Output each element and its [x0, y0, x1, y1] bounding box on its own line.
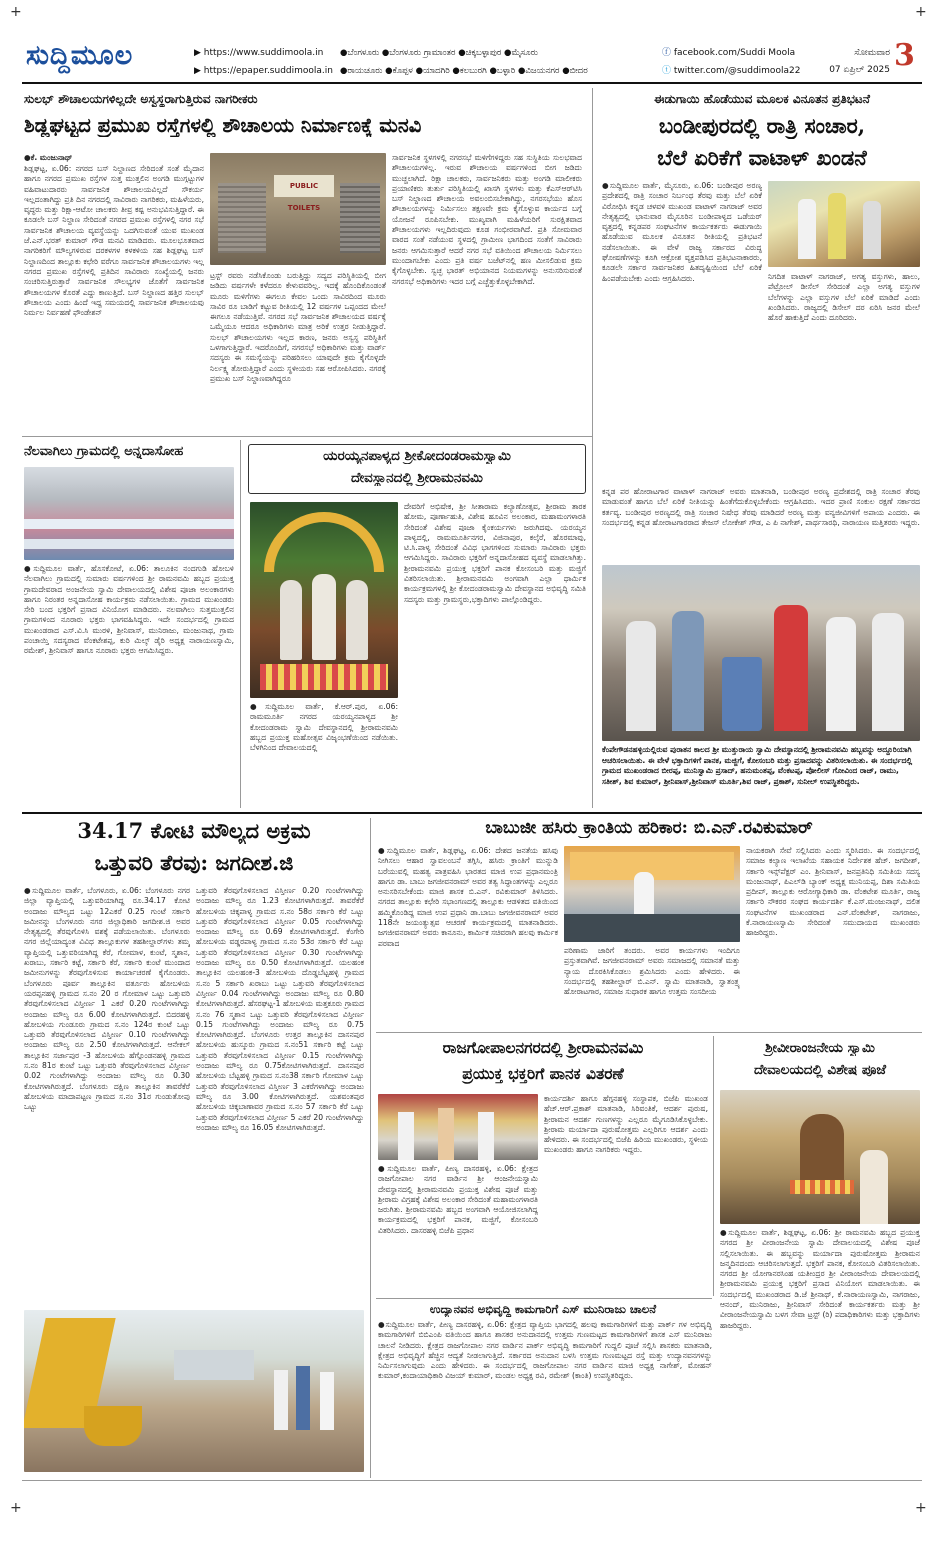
babuji-col-1: ●ಸುದ್ದಿಮೂಲ ವಾರ್ತೆ, ಶಿಡ್ಲಘಟ್ಟ, ಏ.06: ದೇಶದ ಜನತೆಯ ಹಸಿವು ನೀಗಿಸಲು ಆಹಾರ ಸ್ವಾವಲಂಬನೆ ತಗ್ಗಿಸಿ, ಹಸಿರು ಕ್ರಾಂತಿಗೆ ಮುನ್ನುಡಿ ಬರೆಯುವಲ್ಲಿ ಮಹತ್ವ ಪಾತ್ರವಹಿಸಿ ಭಾರತದ ಮಾಜಿ ಉಪ ಪ್ರಧಾನಮಂತ್ರಿ ಹಾಗೂ ಡಾ. ಬಾಬು ಜಗಜೀವನರಾಮ್ ಅವರ ತತ್ವ ಸಿದ್ಧಾಂತಗಳನ್ನು ಎಲ್ಲರೂ ಅನುಸರಿಸಬೇಕೆಂದು ಮಾಜಿ ಶಾಸಕ ಬಿ.ಎನ್. ರವಿಕುಮಾರ್ ತಿಳಿಸಿದರು. ನಗರದ ತಾಲ್ಲೂಕು ಕಛೇರಿ ಸಭಾಂಗಣದಲ್ಲಿ ತಾಲ್ಲೂಕು ಆಡಳಿತದ ವತಿಯಿಂದ ಹಮ್ಮಿಕೊಂಡಿದ್ದ ಮಾಜಿ ಉಪ ಪ್ರಧಾನಿ ಡಾ.ಬಾಬು ಜಗಜೀವನರಾಮ್ ಅವರ 118ನೇ ಜಯಂತ್ಯುತ್ಸವ ಆಚರಣೆ ಕಾರ್ಯಕ್ರಮದಲ್ಲಿ ಮಾತನಾಡಿದರು. ಜಗಜೀವನರಾಮ್ ಅವರು ಕಾನೂನು, ಕಾರ್ಮಿಕ ಸಚಿವರಾಗಿ ಹಲವು ಕಾರ್ಮಿಕ ಪರವಾದ — [378, 846, 558, 948]
flower-garland — [790, 1180, 854, 1194]
ramanavami-headline-1: ಯರಯ್ಯನಪಾಳ್ಯದ ಶ್ರೀಕೋದಂಡರಾಮಸ್ವಾಮಿ — [323, 448, 511, 464]
protest-headline-1: ಬಂಡೀಪುರದಲ್ಲಿ ರಾತ್ರಿ ಸಂಚಾರ, — [658, 113, 866, 138]
rajagopala-col-1: ●ಸುದ್ದಿಮೂಲ ವಾರ್ತೆ, ಪೀಣ್ಯ ದಾಸರಹಳ್ಳಿ, ಏ.06: ಕ್ಷೇತ್ರದ ರಾಜಗೋಪಾಲ ನಗರ ವಾರ್ಡಿನ ಶ್ರೀ ಆಂಜನೇಯಸ್ವಾಮಿ ದೇವಸ್ಥಾನದಲ್ಲಿ ಶ್ರೀರಾಮನವಮಿ ಪ್ರಯುಕ್ತ ವಿಶೇಷ ಪೂಜೆ ಮತ್ತು ಶ್ರೀರಾಮ ವಿಗ್ರಹಕ್ಕೆ ವಿಶೇಷ ಅಲಂಕಾರ ಸೇರಿದಂತೆ ಮಹಾಮಂಗಳಾರತಿ ಜರುಗಿತು. ಶ್ರೀರಾಮನವಮಿ ಹಬ್ಬದ ಅಂಗವಾಗಿ ಆಯೋಜಿಸಲಾಗಿದ್ದ ಕಾರ್ಯಕ್ರಮದಲ್ಲಿ ಭಕ್ತರಿಗೆ ಪಾನಕ, ಮಜ್ಜಿಗೆ, ಕೋಸಂಬರಿ ವಿತರಿಸಿದರು. ದಾಸರಹಳ್ಳಿ ಬಿಜೆಪಿ ಪ್ರಧಾನ — [378, 1164, 538, 1235]
web-icon: ▶ — [194, 48, 204, 58]
deity-figure — [280, 580, 302, 660]
masthead-cities — [340, 44, 650, 80]
deity-figure — [346, 580, 368, 660]
babuji-col-2: ಪರಿಣಾಮ ಜಾರಿಗೆ ತಂದರು. ಅವರ ಕಾರ್ಯಗಳು ಇಂದಿಗೂ ಪ್ರಸ್ತುತವಾಗಿವೆ. ಜಗಜೀವನರಾಮ್ ಅವರು ಸಮಾಜದಲ್ಲಿ ಸಮಾನತೆ ಮತ್ತು ನ್ಯಾಯ ದೊರಕಿಸಿಕೊಡಲು ಶ್ರಮಿಸಿದರು ಎಂದು ಹೇಳಿದರು. ಈ ಸಂದರ್ಭದಲ್ಲಿ ತಹಶೀಲ್ದಾರ್ ಬಿ.ಎನ್. ಸ್ವಾಮಿ ಮಾತನಾಡಿ, ಸ್ವಾತಂತ್ರ್ಯ ಹೋರಾಟಗಾರ, ಸಮಾಜ ಸುಧಾರಕ ಹಾಗೂ ಉತ್ತಮ ಸಂಸದೀಯ — [564, 946, 740, 997]
ramanavami-col-2: ದೇವರಿಗೆ ಅಭಿಷೇಕ, ಶ್ರೀ ಸೀತಾರಾಮ ಕಲ್ಯಾಣೋತ್ಸವ, ಶ್ರೀರಾಮ ತಾರಕ ಹೋಮ, ಪೂರ್ಣಾಹುತಿ, ವಿಶೇಷ ಹೂವಿನ ಅಲಂಕಾರ, ಮಹಾಮಂಗಳಾರತಿ ಸೇರಿದಂತೆ ವಿಶೇಷ ಪೂಜಾ ಕೈಂಕರ್ಯಗಳು ಜರುಗಿದವು. ಯರಯ್ಯನ ಪಾಳ್ಯದಲ್ಲಿ, ರಾಮಮೂರ್ತಿನಗರ, ವಿಜಿನಾಪುರ, ಕಲ್ಕೆರೆ, ಹೊರಮಾವು, ಟಿ.ಸಿ.ಪಾಳ್ಯ ಸೇರಿದಂತೆ ವಿವಿಧ ಭಾಗಗಳಿಂದ ಸುಮಾರು ಸಾವಿರಾರು ಭಕ್ತರು ಆಗಮಿಸಿದ್ದರು. ಸಾವಿರಾರು ಭಕ್ತರಿಗೆ ಅನ್ನದಾಸೋಹದ ವ್ಯವಸ್ಥೆ ಮಾಡಲಾಗಿತ್ತು. ಶ್ರೀರಾಮನವಮಿ ಪ್ರಯುಕ್ತ ಭಕ್ತರಿಗೆ ಪಾನಕ ಕೋಸಂಬರಿ ಮತ್ತು ಮಜ್ಜಿಗೆ ವಿತರಿಸಲಾಯಿತು. ಶ್ರೀರಾಮನವಮಿ ಅಂಗವಾಗಿ ಎಲ್ಲಾ ಧಾರ್ಮಿಕ ಕಾರ್ಯಕ್ರಮಗಳಲ್ಲಿ ಶ್ರೀ ಕೋದಂಡರಾಮಸ್ವಾಮಿ ದೇವಸ್ಥಾನದ ಅಭಿವೃದ್ಧಿ ಸಮಿತಿ ಸದಸ್ಯರು ಮತ್ತು ಗ್ರಾಮಸ್ಥರು,ಭಕ್ತಾದಿಗಳು ಪಾಲ್ಗೊಂಡಿದ್ದರು. — [404, 502, 586, 604]
cities-line-2: ●ರಾಯಚೂರು ●ಕೊಪ್ಪಳ ●ಯಾದಗಿರಿ ●ಕಲಬುರಗಿ ●ಬಳ್ಳಾರಿ ●ವಿಜಯನಗರ ●ಬೀದರ — [340, 66, 588, 76]
web-icon: ▶ — [194, 66, 204, 76]
babuji-headline: ಬಾಬುಜೀ ಹಸಿರು ಕ್ರಾಂತಿಯ ಹರಿಕಾರ: ಬಿ.ಎನ್.ರವಿಕುಮಾರ್ — [485, 818, 813, 838]
flower-garland — [260, 664, 388, 690]
encroach-headline-2: ಒತ್ತುವರಿ ತೆರವು: ಜಗದೀಶ.ಜಿ — [94, 850, 294, 875]
protester-figure — [828, 193, 846, 259]
column-rule — [370, 818, 371, 1478]
deity-figure — [800, 1114, 844, 1184]
rajagopala-headline-1: ರಾಜಗೋಪಾಲನಗರದಲ್ಲಿ ಶ್ರೀರಾಮನವಮಿ — [442, 1038, 644, 1057]
protest-body-3: ಕನ್ನಡ ಪರ ಹೋರಾಟಗಾರ ವಾಟಾಳ್ ನಾಗರಾಜ್ ಅವರು ಮಾತನಾಡಿ, ಬಂಡೀಪುರ ಅರಣ್ಯ ಪ್ರದೇಶದಲ್ಲಿ ರಾತ್ರಿ ಸಂಚಾರ ತೆರವು ಮಾಡುವಂತೆ ಹಾಗೂ ಬೆಲೆ ಏರಿಕೆ ನೀತಿಯನ್ನು ಹಿಂತೆಗೆದುಕೊಳ್ಳಬೇಕೆಂದು ಆಗ್ರಹಿಸಿದರು. ಇದರ ಪ್ರಾಣಿ ಸಂಕುಲ ರಕ್ಷಣೆ ಸರ್ಕಾರದ ಕರ್ತವ್ಯ. ಬಂಡೀಪುರ ಅರಣ್ಯದಲ್ಲಿ ರಾತ್ರಿ ಸಂಚಾರ ನಿಷೇಧ ತೆರವು ಮಾಡಿದರೆ ಅರಣ್ಯ ಮತ್ತು ವನ್ಯಜೀವಿಗಳಿಗೆ ಅಪಾಯ ಎಂದರು. ಈ ಸಂದರ್ಭದಲ್ಲಿ ಕನ್ನಡ ಹೋರಾಟಗಾರರಾದ ತೇಜಸ್ ಲೋಕೇಶ್ ಗೌಡ, ಎ ಪಿ ನಾಗೇಶ್, ಪಾರ್ಥಸಾರಥಿ, ನಾರಾಯಣ ಮತ್ತಿತರರು ಇದ್ದರು. — [602, 487, 920, 527]
page-number: 3 — [894, 38, 915, 73]
registration-mark-icon: + — [915, 4, 927, 20]
annadasoha-body: ●ಸುದ್ದಿಮೂಲ ವಾರ್ತೆ, ಹೊಸಕೋಟೆ, ಏ.06: ತಾಲೂಕಿನ ನಂದಗುಡಿ ಹೋಬಳಿ ನೆಲವಾಗಿಲು ಗ್ರಾಮದಲ್ಲಿ ಸುಮಾರು ವರ್ಷಗಳಿಂದ ಶ್ರೀ ರಾಮನವಮಿ ಹಬ್ಬದ ಪ್ರಯುಕ್ತ ಗ್ರಾಮದೇವರಾದ ಅಂಜನೇಯ ಸ್ವಾಮಿ ದೇವಾಲಯದಲ್ಲಿ ವಿಶೇಷ ಪೂಜಾ ಅಲಂಕಾರಗಳು ಹಾಗೂ ನಿರಂತರ ಅನ್ನದಾಸೋಹ ಕಾರ್ಯಕ್ರಮ ನಡೆಸಲಾಯಿತು. ಗ್ರಾಮದ ಮುಖಂಡರು ಸೇರಿ ಬಂದ ಭಕ್ತರಿಗೆ ಪ್ರಸಾದ ವಿನಿಯೋಗ ಮಾಡಿದರು. ನಲವಾಗಿಲು ಸುತ್ತಮುತ್ತಲಿನ ಗ್ರಾಮಗಳಿಂದ ನೂರಾರು ಭಕ್ತರು ಭಾಗವಹಿಸಿದ್ದರು. ಇದೇ ಸಂದರ್ಭದಲ್ಲಿ ಗ್ರಾಮದ ಮುಖಂಡರಾದ ಎಸ್.ವಿ.ಸಿ ಮುರಳಿ, ಶ್ರೀನಿವಾಸ್, ಮುನಿರಾಜು, ಮಂಜುನಾಥ, ಗ್ರಾಮ ಪಂಚಾಯ್ತಿ ಸದಸ್ಯರಾದ ವೆಂಕಟೇಶಪ್ಪ, ಕುರಿ ಮಿಲ್ಕ್ ಡೈರಿ ಅಧ್ಯಕ್ಷ ನಾರಾಯಣಸ್ವಾಮಿ, ರಮೇಶ್, ಶ್ರೀನಿವಾಸ್ ಹಾಗೂ ನೂರಾರು ಭಕ್ತರು ಆಗಮಿಸಿದ್ದರು. — [24, 564, 234, 656]
protest-kicker: ಈಡುಗಾಯಿ ಹೊಡೆಯುವ ಮೂಲಕ ವಿನೂತನ ಪ್ರತಿಭಟನೆ — [654, 92, 870, 106]
epaper-link[interactable]: https://epaper.suddimoola.in — [203, 66, 333, 76]
building-block — [174, 1350, 254, 1380]
masthead-rule — [22, 82, 922, 84]
encroach-col-1: ●ಸುದ್ದಿಮೂಲ ವಾರ್ತೆ, ಬೆಂಗಳೂರು, ಏ.06: ಬೆಂಗಳೂರು ನಗರ ಜಿಲ್ಲಾ ವ್ಯಾಪ್ತಿಯಲ್ಲಿ ಒತ್ತುವರಿಯಾಗಿದ್ದ ರೂ.34.17 ಕೋಟಿ ಅಂದಾಜು ಮೌಲ್ಯದ ಒಟ್ಟು 12ಎಕರೆ 0.25 ಗುಂಟೆ ಸರ್ಕಾರಿ ಜಮೀನನ್ನು ಬೆಂಗಳೂರು ನಗರ ಜಿಲ್ಲಾಧಿಕಾರಿ ಜಗದೀಶ.ಜಿ ಅವರ ನೇತೃತ್ವದಲ್ಲಿ ತೆರವುಗೊಳಿಸಿ ವಶಕ್ಕೆ ಪಡೆಯಲಾಯಿತು. ಬೆಂಗಳೂರು ನಗರ ಜಿಲ್ಲೆಯಾದ್ಯಂತ ವಿವಿಧ ತಾಲ್ಲೂಕುಗಳ ತಹಶೀಲ್ದಾರ್‌ಗಳು ತಮ್ಮ ವ್ಯಾಪ್ತಿಯಲ್ಲಿ ಒತ್ತುವರಿಯಾಗಿದ್ದ ಕೆರೆ, ಗೋಮಾಳ, ಕುಂಟೆ, ಸ್ಮಶಾನ, ಖರಾಬು, ಸರ್ಕಾರಿ ಕಟ್ಟೆ, ಸರ್ಕಾರಿ ಕೆರೆ, ಸರ್ಕಾರಿ ಕುಂಟೆ ಮುಂದಾದ ಜಮೀನುಗಳನ್ನು ತೆರವುಗೊಳಿಸುವ ಕಾರ್ಯಾಚರಣೆ ಕೈಗೊಂಡರು. ಬೆಂಗಳೂರು ಪೂರ್ವ ತಾಲ್ಲೂಕಿನ ವರ್ತೂರು ಹೋಬಳಿಯ ಯರಪ್ಪನಹಳ್ಳಿ ಗ್ರಾಮದ ಸ.ನಂ 20 ರ ಗೋಮಾಳ ಒಟ್ಟು ಒತ್ತುವರಿ ತೆರವುಗೊಳಿಸಲಾದ ವಿಸ್ತೀರ್ಣ 1 ಎಕರೆ 0.20 ಗುಂಟೆಗಳಾಗಿದ್ದು ಅಂದಾಜು ಮೌಲ್ಯ ರೂ 6.00 ಕೋಟಿಗಳಾಗಿರುತ್ತದೆ. ಬಿದರಹಳ್ಳಿ ಹೋಬಳಿಯ ಗುಂಡೂರು ಗ್ರಾಮದ ಸ.ನಂ 124ರ ಕುಂಟೆ ಒಟ್ಟು ಒತ್ತುವರಿ ತೆರವುಗೊಳಿಸಲಾದ ವಿಸ್ತೀರ್ಣ 0.10 ಗುಂಟೆಗಳಾಗಿದ್ದು ಅಂದಾಜು ಮೌಲ್ಯ ರೂ 2.50 ಕೋಟಿಗಳಾಗಿರುತ್ತದೆ. ಆನೇಕಲ್ ತಾಲ್ಲೂಕಿನ ಸರ್ಜಾಪುರ -3 ಹೋಬಳಿಯ ಹೆಗ್ಗೊಂಡನಹಳ್ಳಿ ಗ್ರಾಮದ ಸ.ನಂ 81ರ ಕುಂಟೆ ಒಟ್ಟು ಒತ್ತುವರಿ ತೆರವುಗೊಳಿಸಲಾದ ವಿಸ್ತೀರ್ಣ 0.02 ಗುಂಟೆಗಳಾಗಿದ್ದು ಅಂದಾಜು ಮೌಲ್ಯ ರೂ 0.30 ಕೋಟಿಗಳಾಗಿರುತ್ತದೆ. ಬೆಂಗಳೂರು ದಕ್ಷಿಣ ತಾಲ್ಲೂಕಿನ ತಾವರೆಕೆರೆ ಹೋಬಳಿಯ ಮಾದಾಪಟ್ಟಣ ಗ್ರಾಮದ ಸ.ನಂ 31ರ ಗುಂಡುತೋಪು ಒಟ್ಟು — [24, 886, 190, 1112]
column-rule — [713, 1036, 714, 1296]
facebook-link[interactable]: facebook.com/Suddi Moola — [673, 48, 796, 58]
section-rule — [22, 812, 922, 814]
toilet-kicker: ಸುಲಭ್ ಶೌಚಾಲಯಗಳಿಲ್ಲದೇ ಅಸ್ವಸ್ಥರಾಗುತ್ತಿರುವ ನಾಗರೀಕರು — [24, 92, 258, 106]
ramanavami-headline-2: ದೇವಸ್ಥಾನದಲ್ಲಿ ಶ್ರೀರಾಮನವಮಿ — [351, 470, 483, 486]
section-rule — [22, 436, 592, 437]
date-label: 07 ಏಪ್ರಿಲ್ 2025 — [829, 65, 890, 75]
deity-figure — [312, 574, 336, 660]
page-bottom-rule — [22, 1480, 922, 1481]
toilet-col-2: ಟ್ರಸ್ಟ್ ರವರು ನಡೆಸಿಕೊಂಡು ಬರುತ್ತಿದ್ದು ಸದ್ಯದ ಪರಿಸ್ಥಿತಿಯಲ್ಲಿ ಬೀಗ ಜಡಿದು ವರ್ಷಗಳೇ ಕಳೆದರೂ ಕೇಳುವವರಿಲ್ಲ. ಇದಕ್ಕೆ ಹೊಂದಿಕೊಂಡಂತೆ ಮೂರು ಮಳಿಗೆಗಳು ಈಗಲೂ ಕೇವಲ ಒಂದು ಸಾವಿರದಿಂದ ಮೂರು ಸಾವಿರ ರೂ ಬಾಡಿಗೆ ಕಟ್ಟುವ ರೀತಿಯಲ್ಲಿ 12 ವರ್ಷಗಳ ಒಪ್ಪಂದದ ಮೇಲೆ ಈಗಲೂ ನಡೆಯುತ್ತಿವೆ. ನಗರದ ಸಭೆ ಸಾರ್ವಜನಿಕ ಶೌಚಾಲಯದ ವರ್ಷಕ್ಕೆ ಒಮ್ಮೆಯೂ ಆದರೂ ಅಧಿಕಾರಿಗಳು ಮಾತ್ರ ಅರಿಕೆ ಉತ್ತರ ನೀಡುತ್ತಿದ್ದಾರೆ. ಸುಲಭ್ ಶೌಚಾಲಯಗಳು ಇಲ್ಲದ ಕಾರಣ, ಜನರು ಅಸ್ವಸ್ಥ ಪರಿಸ್ಥಿತಿಗೆ ಒಳಗಾಗುತ್ತಿದ್ದಾರೆ. ಇದರೊಂದಿಗೆ, ನಗರಸಭೆ ಅಧಿಕಾರಿಗಳು ಮತ್ತು ವಾರ್ಡ್ ಸದಸ್ಯರು ಈ ಸಮಸ್ಯೆಯನ್ನು ಪರಿಹರಿಸಲು ಯಾವುದೇ ಕ್ರಮ ಕೈಗೊಳ್ಳದೇ ನಿರ್ಲಕ್ಷ್ಯ ತೋರುತ್ತಿದ್ದಾರೆ ಎಂದು ಸ್ಥಳೀಯರು ಸಹ ಆರೋಪಿಸಿದರು. ನಗರಕ್ಕೆ ಪ್ರಮುಖ ಬಸ್ ನಿಲ್ದಾಣವಾಗಿದ್ದರೂ — [210, 271, 386, 383]
section-rule — [376, 1298, 712, 1299]
annadasoha-headline: ನೆಲವಾಗಿಲು ಗ್ರಾಮದಲ್ಲಿ ಅನ್ನದಾಸೋಹ — [24, 444, 184, 459]
toilet-col-3: ಸಾರ್ವಜನಿಕ ಸ್ಥಳಗಳಲ್ಲಿ ನಗರಸಭೆ ಮಳಿಗೆಗಳಿದ್ದರು ಸಹ ಸುಸ್ಥಿತಿಯ ಸುಲಭವಾದ ಶೌಚಾಲಯಗಳಿಲ್ಲ. ಇರುವ ಶೌಚಾಲಯ ವರ್ಷಗಳಿಂದ ಬೀಗ ಜಡಿದು ಮುಚ್ಚಲಾಗಿದೆ. ರಿಕ್ಷಾ ಚಾಲಕರು, ಸಾರ್ವಜನಿಕರು ಮತ್ತು ಅಂಗಡಿ ಮಾಲೀಕರು ಪ್ರಯಾಣಿಕರು ತುರ್ತು ಪರಿಸ್ಥಿತಿಯಲ್ಲಿ ಖಾಸಗಿ ಸ್ಥಳಗಳು ಮತ್ತು ಕೆಎಸ್‌ಆರ್‌ಟಿಸಿ ಬಸ್ ನಿಲ್ದಾಣದ ಶೌಚಾಲಯ ಅವಲಂಬಿಸಬೇಕಾಗಿದ್ದು, ನಗರಸಭೆಯು ಹೊಸ ಶೌಚಾಲಯಗಳನ್ನು ನಿರ್ಮಿಸಲು ತಕ್ಷಣವೇ ಕ್ರಮ ಕೈಗೊಳ್ಳುವ ಕಾರ್ಯದ ಬಗ್ಗೆ ಯೋಜನೆ ರೂಪಿಸಬೇಕು. ಮುಖ್ಯವಾಗಿ ಮಹಿಳೆಯರಿಗೆ ಸುರಕ್ಷಿತವಾದ ಶೌಚಾಲಯಗಳು ಇಲ್ಲದಿರುವುದು ಕೂಡ ಗಂಭೀರವಾಗಿದೆ. ಪ್ರತಿ ಸೋಮವಾರ ವಾರದ ಸಂತೆ ನಡೆಯುವ ಸ್ಥಳದಲ್ಲಿ ಗ್ರಾಮೀಣ ಭಾಗದಿಂದ ಸಂತೆಗೆ ಸಾವಿರಾರು ಜನರು ಆಗಮಿಸುತ್ತಾರೆ ಆದರೆ ನಗರ ಸಭೆ ವತಿಯಿಂದ ಶೌಚಾಲಯ ನಿರ್ಮಿಸಲು ಮುಂದಾಗಬೇಕು ಎಂದು ಪ್ರತಿ ವರ್ಷ ಬಜೆಟ್‌ನಲ್ಲಿ ಹಣ ಮೀಸಲಿಡುವ ಕ್ರಮ ಕೈಗೊಳ್ಳಬೇಕು. ಸ್ವಚ್ಛ ಭಾರತ್ ಅಭಿಯಾನದ ನಿಯಮಗಳನ್ನು ಅನುಸರಿಸುವಂತೆ ನಗರಸಭೆ ಅಧಿಕಾರಿಗಳು ಇದರ ಬಗ್ಗೆ ಎಚ್ಚೆತ್ತುಕೊಳ್ಳಬೇಕಾಗಿದೆ. — [392, 153, 582, 286]
parks-body: ●ಸುದ್ದಿಮೂಲ ವಾರ್ತೆ, ಪೀಣ್ಯ ದಾಸರಹಳ್ಳಿ, ಏ.06: ಕ್ಷೇತ್ರದ ವ್ಯಾಪ್ತಿಯ ಭಾಗದಲ್ಲಿ ಹಲವು ಕಾಮಗಾರಿಗಳಿಗೆ ಮತ್ತು ಪಾರ್ಕ್ ಗಳ ಅಭಿವೃದ್ಧಿ ಕಾಮಗಾರಿಗಳಿಗೆ ಬಿಬಿಎಂಪಿ ವತಿಯಿಂದ ಹಾಗೂ ಶಾಸಕರ ಅನುದಾನದಲ್ಲಿ ಉತ್ತಮ ಗುಣಮಟ್ಟದ ಕಾಮಗಾರಿಗಳಿಗೆ ಶಾಸಕ ಎಸ್ ಮುನಿರಾಜು ಚಾಲನೆ ನೀಡಿದರು. ಕ್ಷೇತ್ರದ ರಾಜಗೋಪಾಲ ನಗರ ವಾರ್ಡಿನ ಪಾರ್ಕ್ ಅಭಿವೃದ್ಧಿ ಕಾಮಗಾರಿಗೆ ಗುದ್ದಲಿ ಪೂಜೆ ಸಲ್ಲಿಸಿ ಶಾಸಕರು ಮಾತನಾಡಿ, ಕ್ಷೇತ್ರದ ಅಭಿವೃದ್ಧಿಗೆ ಹೆಚ್ಚಿನ ಆದ್ಯತೆ ನೀಡಲಾಗುತ್ತಿದೆ. ಸರ್ಕಾರದ ಅನುದಾನ ಬಳಸಿ ಉತ್ತಮ ಗುಣಮಟ್ಟದ ರಸ್ತೆ ಮತ್ತು ಉದ್ಯಾನವನಗಳನ್ನು ನಿರ್ಮಿಸಲಾಗುವುದು ಎಂದು ಹೇಳಿದರು. ಈ ಸಂದರ್ಭದಲ್ಲಿ ರಾಜಗೋಪಾಲ ನಗರ ವಾರ್ಡಿನ ಮಾಜಿ ಅಧ್ಯಕ್ಷ ನಾಗೇಶ್, ಮೋಹನ್ ಕುಮಾರ್,ಕಂದಾಯಾಧಿಕಾರಿ ವಿಜಯ್ ಕುಮಾರ್, ಮಂಡಲ ಅಧ್ಯಕ್ಷ ರವಿ, ರಮೇಶ್ (ಕಾಂತಿ) ಉಪಸ್ಥಿತರಿದ್ದರು. — [378, 1320, 712, 1381]
annadasoha-photo — [24, 467, 234, 560]
veeranjaneya-body: ●ಸುದ್ದಿಮೂಲ ವಾರ್ತೆ, ಶಿಡ್ಲಘಟ್ಟ, ಏ.06: ಶ್ರೀ ರಾಮನವಮಿ ಹಬ್ಬದ ಪ್ರಯುಕ್ತ ನಗರದ ಶ್ರೀ ವೀರಾಂಜನೇಯ ಸ್ವಾಮಿ ದೇವಾಲಯದಲ್ಲಿ ವಿಶೇಷ ಪೂಜೆ ಸಲ್ಲಿಸಲಾಯಿತು. ಈ ಹಬ್ಬವನ್ನು ಮರ್ಯಾದಾ ಪುರುಷೋತ್ತಮ ಶ್ರೀರಾಮನ ಜನ್ಮದಿನದಂದು ಆಚರಿಸಲಾಗುತ್ತದೆ. ಭಕ್ತರಿಗೆ ಪಾನಕ, ಕೋಸಂಬರಿ ವಿತರಿಸಲಾಯಿತು. ನಗರದ ಶ್ರೀ ಯೋಗಾನರಸಿಂಹ ಯತೀಂದ್ರರ ಶ್ರೀ ವೀರಾಂಜನೇಯ ದೇವಾಲಯದಲ್ಲಿ ಶ್ರೀರಾಮನವಮಿ ಪ್ರಯುಕ್ತ ಭಕ್ತರಿಗೆ ಪ್ರಸಾದ ವಿನಿಯೋಗ ಮಾಡಲಾಯಿತು. ಈ ಸಂದರ್ಭದಲ್ಲಿ ಮುಖಂಡರಾದ ಡಿ.ಜೆ ಶ್ರೀನಾಥ್, ಕೆ.ನಾರಾಯಣಸ್ವಾಮಿ, ನಾಗರಾಜು, ಆನಂದ್, ಮುನಿರಾಜು, ಶ್ರೀನಿವಾಸ್ ಸೇರಿದಂತೆ ಕಾರ್ಯಕರ್ತರು ಮತ್ತು ಶ್ರೀ ವೀರಾಂಜನೇಯಸ್ವಾಮಿ ಬಳಗ ಸೇವಾ ಟ್ರಸ್ಟ್ (ರಿ) ಪದಾಧಿಕಾರಿಗಳು ಮತ್ತು ಭಕ್ತಾದಿಗಳು ಹಾಜರಿದ್ದರು. — [720, 1228, 920, 1330]
protest-body-2: ನಿಗದಿತ ವಾಟಾಳ್ ನಾಗರಾಜ್, ಅಗತ್ಯ ವಸ್ತುಗಳು, ಹಾಲು, ಪೆಟ್ರೋಲ್ ಡೀಸೆಲ್ ಸೇರಿದಂತೆ ಎಲ್ಲಾ ಅಗತ್ಯ ವಸ್ತುಗಳ ಬೆಲೆಗಳನ್ನು ಎಲ್ಲಾ ವಸ್ತುಗಳ ಬೆಲೆ ಏರಿಕೆ ಮಾಡಿದೆ ಎಂದು ಖಂಡಿಸಿದರು. ರಾಜ್ಯದಲ್ಲಿ ಡಿಸೇಲ್ ದರ ಏರಿಸಿ ಜನರ ಮೇಲೆ ಹೊರೆ ಹಾಕುತ್ತಿದೆ ಎಂದು ದೂರಿದರು. — [768, 272, 920, 323]
shop-shutter — [218, 183, 266, 253]
protester-figure — [863, 201, 881, 259]
facebook-icon: ⓕ — [662, 48, 674, 58]
toilet-sign: PUBLIC TOILETS — [274, 175, 334, 197]
encroach-headline-1: 34.17 ಕೋಟಿ ಮೌಲ್ಯದ ಅಕ್ರಮ — [77, 818, 311, 843]
stage-table — [564, 914, 740, 942]
table-row — [24, 539, 234, 549]
person-figure — [296, 1366, 310, 1430]
rajagopala-headline-2: ಪ್ರಯುಕ್ತ ಭಕ್ತರಿಗೆ ಪಾನಕ ವಿತರಣೆ — [462, 1064, 624, 1083]
panaka-caption: ಕೆಂಪೇಗೌಡನಹಳ್ಳಿಯಲ್ಲಿರುವ ಪುರಾತನ ಕಾಲದ ಶ್ರೀ ಮುತ್ತುರಾಯ ಸ್ವಾಮಿ ದೇವಸ್ಥಾನದಲ್ಲಿ ಶ್ರೀರಾಮನವಮಿ ಹಬ್ಬವನ್ನು ಅದ್ದೂರಿಯಾಗಿ ಆಚರಿಸಲಾಯಿತು. ಈ ವೇಳೆ ಭಕ್ತಾದಿಗಳಿಗೆ ಪಾನಕ, ಮಜ್ಜಿಗೆ, ಕೋಸಂಬರಿ ಮತ್ತು ಪ್ರಸಾದವನ್ನು ವಿತರಿಸಲಾಯಿತು. ಈ ಸಂದರ್ಭದಲ್ಲಿ ಗ್ರಾಮದ ಮುಖಂಡರಾದ ಬೀರಪ್ಪ, ಮುನಿಸ್ವಾಮಿ ಪ್ರಸಾದ್, ಹನುಮಂತಪ್ಪ, ವೆಂಕಟಪ್ಪ, ಪೋಲೀಸ್ ಗೋವಿಂದ ರಾಜ್, ರಾಮು, ಸತೀಶ್, ಶಿವ ಕುಮಾರ್, ಶ್ರೀನಿವಾಸ್,ಶ್ರೀನಿವಾಸ್ ಮೂರ್ತಿ,ಶಿವ ರಾಜ್, ಪ್ರಕಾಶ್, ಸುನೀಲ್ ಉಪಸ್ಥಿತರಿದ್ದರು. — [602, 745, 913, 786]
masthead-logo: ಸುದ್ದಿಮೂಲ — [26, 40, 134, 71]
person-figure — [826, 617, 856, 731]
veeranjaneya-headline-1: ಶ್ರೀವೀರಾಂಜನೇಯ ಸ್ವಾಮಿ — [765, 1040, 875, 1056]
rajagopala-photo — [378, 1094, 538, 1160]
column-rule — [240, 440, 241, 808]
table-row — [24, 519, 234, 529]
encroach-photo — [24, 1310, 364, 1472]
masthead-date — [810, 45, 890, 79]
protest-body-1: ●ಸುದ್ದಿಮೂಲ ವಾರ್ತೆ, ಮೈಸೂರು, ಏ.06: ಬಂಡೀಪುರ ಅರಣ್ಯ ಪ್ರದೇಶದಲ್ಲಿ ರಾತ್ರಿ ಸಂಚಾರ ನಿರ್ಬಂಧ ತೆರವು ಮತ್ತು ಬೆಲೆ ಏರಿಕೆ ವಿರೋಧಿಸಿ ಕನ್ನಡ ಚಳವಳಿ ಮುಖಂಡ ವಾಟಾಳ್ ನಾಗರಾಜ್ ಅವರ ನೇತೃತ್ವದಲ್ಲಿ ಭಾನುವಾರ ಮೈಸೂರಿನ ಬಂಡೀಪಾಳ್ಯದ ಒಡೆಯರ್ ವೃತ್ತದಲ್ಲಿ ಕನ್ನಡಪರ ಸಂಘಟನೆಗಳ ಕಾರ್ಯಕರ್ತರು ಈಡುಗಾಯಿ ಹೊಡೆಯುವ ಮೂಲಕ ವಿನೂತನ ರೀತಿಯಲ್ಲಿ ಪ್ರತಿಭಟನೆ ನಡೆಸಲಾಯಿತು. ಈ ವೇಳೆ ರಾಜ್ಯ ಸರ್ಕಾರದ ವಿರುದ್ಧ ಘೋಷಣೆಗಳನ್ನು ಕೂಗಿ ಆಕ್ರೋಶ ವ್ಯಕ್ತಪಡಿಸಿದ ಪ್ರತಿಭಟನಾಕಾರರು, ಕೂಡಲೇ ಸರ್ಕಾರ ಸಾರ್ವಜನಿಕರ ಹಿತದೃಷ್ಟಿಯಿಂದ ಬೆಲೆ ಏರಿಕೆ ಹಿಂಪಡೆಯಬೇಕು ಎಂದು ಆಗ್ರಹಿಸಿದರು. — [602, 181, 762, 283]
protest-photo — [768, 181, 920, 267]
day-label: ಸೋಮವಾರ — [854, 48, 890, 58]
person-figure — [774, 605, 808, 731]
floral-arch — [264, 512, 384, 572]
person-figure — [872, 613, 904, 731]
registration-mark-icon: + — [915, 1500, 927, 1516]
excavator-bucket — [84, 1406, 142, 1446]
priest-figure — [860, 1150, 888, 1224]
ramanavami-col-1: ●ಸುದ್ದಿಮೂಲ ವಾರ್ತೆ, ಕೆ.ಆರ್.ಪುರ, ಏ.06: ರಾಮಮೂರ್ತಿ ನಗರದ ಯರಯ್ಯನಪಾಳ್ಯದ ಶ್ರೀ ಕೋದಂಡರಾಮ ಸ್ವಾಮಿ ದೇವಸ್ಥಾನದಲ್ಲಿ ಶ್ರೀರಾಮನವಮಿ ಹಬ್ಬದ ಪ್ರಯುಕ್ತ ಮಹೋತ್ಸವ ವಿಜೃಂಭಣೆಯಿಂದ ನಡೆಯಿತು. ಬೆಳಗಿನಿಂದ ದೇವಾಲಯದಲ್ಲಿ — [250, 702, 398, 753]
registration-mark-icon: + — [10, 1500, 22, 1516]
cities-line-1: ●ಬೆಂಗಳೂರು ●ಬೆಂಗಳೂರು ಗ್ರಾಮಾಂತರ ●ಚಿಕ್ಕಬಳ್ಳಾಪುರ ●ಮೈಸೂರು — [340, 48, 538, 58]
twitter-link[interactable]: twitter.com/@suddimoola22 — [673, 66, 801, 76]
protest-headline-2: ಬೆಲೆ ಏರಿಕೆಗೆ ವಾಟಾಳ್ ಖಂಡನೆ — [657, 145, 867, 170]
person-figure — [320, 1372, 334, 1430]
website-link[interactable]: https://www.suddimoola.in — [203, 48, 324, 58]
column-rule — [592, 88, 593, 808]
person-figure — [438, 1108, 454, 1160]
babuji-photo — [564, 846, 740, 942]
ramanavami-deity-photo — [250, 502, 398, 698]
panaka-drum — [722, 657, 762, 731]
babuji-col-3: ನಾಯಕರಾಗಿ ಸೇವೆ ಸಲ್ಲಿಸಿದರು ಎಂದು ಸ್ಮರಿಸಿದರು. ಈ ಸಂದರ್ಭದಲ್ಲಿ ಸಮಾಜ ಕಲ್ಯಾಣ ಇಲಾಖೆಯ ಸಹಾಯಕ ನಿರ್ದೇಶಕ ಹೆಚ್. ಜಗದೀಶ್, ಸರ್ಕಾರಿ ಇನ್ಸ್‌ಪೆಕ್ಟರ್ ಎಂ. ಶ್ರೀನಿವಾಸ್, ಜನಪ್ರತಿನಿಧಿ ಸಮಿತಿಯ ಸದಸ್ಯ ಮಂಜುನಾಥ್, ಪಿಎಲ್‌ಡಿ ಬ್ಯಾಂಕ್ ಅಧ್ಯಕ್ಷ ಮುನಿಯಪ್ಪ, ದಿಶಾ ಸಮಿತಿಯ ಪ್ರದೀಪ್, ತಾಲ್ಲೂಕು ಆರೋಗ್ಯಾಧಿಕಾರಿ ಡಾ. ವೆಂಕಟೇಶ ಮೂರ್ತಿ, ರಾಜ್ಯ ಸರ್ಕಾರಿ ನೌಕರರ ಸಂಘದ ಕಾರ್ಯದರ್ಶಿ ಕೆ.ಎಸ್.ಮಂಜುನಾಥ್, ದಲಿತ ಸಂಘಟನೆಗಳ ಮುಖಂಡರಾದ ಎನ್.ವೆಂಕಟೇಶ್, ನಾಗರಾಜು, ಕೆ.ನಾರಾಯಣಸ್ವಾಮಿ ಸೇರಿದಂತೆ ಸಮುದಾಯದ ಮುಖಂಡರು ಹಾಜರಿದ್ದರು. — [746, 846, 920, 938]
twitter-icon: ⓣ — [662, 66, 674, 76]
parks-headline: ಉದ್ಯಾನವನ ಅಭಿವೃದ್ಧಿ ಕಾಮಗಾರಿಗೆ ಎಸ್ ಮುನಿರಾಜು ಚಾಲನೆ — [429, 1302, 657, 1316]
rajagopala-col-2: ಕಾರ್ಯದರ್ಶಿ ಹಾಗೂ ಹೆಗ್ಗನಹಳ್ಳಿ ಸಂಸ್ಥಾಪಕ, ಬಿಜೆಪಿ ಮುಖಂಡ ಹೆಚ್.ಆರ್.ಪ್ರಕಾಶ್ ಮಾತನಾಡಿ, ಸಿರಿವಂತಿಕೆ, ಆದರ್ಶ ಪುರುಷ, ಶ್ರೀರಾಮನ ಆದರ್ಶ ಗುಣಗಳನ್ನು ಎಲ್ಲರೂ ಮೈಗೂಡಿಸಿಕೊಳ್ಳಬೇಕು. ಶ್ರೀರಾಮ ಮರ್ಯಾದಾ ಪುರುಷೋತ್ತಮ ಎಲ್ಲರಿಗೂ ಆದರ್ಶ ಎಂದು ಹೇಳಿದರು. ಈ ಸಂದರ್ಭದಲ್ಲಿ ಬಿಜೆಪಿ ಹಿರಿಯ ಮುಖಂಡರು, ಸ್ಥಳೀಯ ಮುಖಂಡರು ಹಾಗೂ ನಾಗರಿಕರು ಇದ್ದರು. — [544, 1094, 708, 1155]
masthead-social — [662, 44, 800, 80]
shop-shutter — [340, 183, 380, 253]
person-figure — [274, 1370, 288, 1430]
toilet-headline: ಶಿಡ್ಲಘಟ್ಟದ ಪ್ರಮುಖ ರಸ್ತೆಗಳಲ್ಲಿ ಶೌಚಾಲಯ ನಿರ್ಮಾಣಕ್ಕೆ ಮನವಿ — [24, 114, 422, 137]
section-rule — [376, 1032, 922, 1033]
toilet-byline: ●ಕೆ. ಮಂಜುನಾಥ್ — [24, 153, 73, 162]
person-figure — [398, 1112, 414, 1160]
person-figure — [478, 1112, 494, 1160]
toilet-photo — [210, 153, 386, 265]
toilet-col-1: ಶಿಡ್ಲಘಟ್ಟ, ಏ.06: ನಗರದ ಬಸ್ ನಿಲ್ದಾಣದ ಸೇರಿದಂತೆ ಸಂತೆ ಮೈದಾನ ಹಾಗೂ ನಗರದ ಪ್ರಮುಖ ರಸ್ತೆಗಳ ಸುತ್ತ ಮುತ್ತಲಿನ ಅಂಗಡಿ ಮುಗ್ಗಟ್ಟುಗಳ ವಹಿವಾಟುದಾರರು ಸಾರ್ವಜನಿಕ ಶೌಚಾಲಯವಿಲ್ಲದೆ ಸೌಕರ್ಯ ಇಲ್ಲದಂತಾಗಿದ್ದು ಪ್ರತಿ ದಿನ ನಗರದಲ್ಲಿ ಸಾವಿರಾರು ನಾಗರಿಕರು, ಮಹಿಳೆಯರು, ವೃದ್ಧರು ಮತ್ತು ರಿಕ್ಷಾ-ಆಟೋ ಚಾಲಕರು ತೀವ್ರ ಕಷ್ಟ ಅನುಭವಿಸುತ್ತಿದ್ದಾರೆ. ಈ ಕೂಡಲೇ ಬಸ್ ನಿಲ್ದಾಣ ಸೇರಿದಂತೆ ನಗರದ ಪ್ರಮುಖ ರಸ್ತೆಗಳಲ್ಲಿ ನಗರ ಸಭೆ ಸಾರ್ವಜನಿಕ ಶೌಚಾಲಯ ವ್ಯವಸ್ಥೆಯನ್ನು ಒದಗಿಸುವಂತೆ ಯುವ ಮುಖಂಡ ಜೆ.ಎನ್.ಭರತ್ ಕುಮಾರ್ ಗೌಡ ಮನವಿ ಮಾಡಿದರು. ಮೂಲಭೂತವಾದ ನಾಗರಿಕರಿಗೆ ಮೌಲ್ಯಗಳಿರುವ ದರಕಳಗಳ ಕಳಕಳಿಯ ಸಹ ಶಿಡ್ಲಘಟ್ಟ ಬಸ್ ನಿಲ್ದಾಣದಿಂದ ತಾಲ್ಲೂಕು ಕಛೇರಿ ವರೆಗೂ ಸಾರ್ವಜನಿಕ ಶೌಚಾಲಯಗಳು ಇಲ್ಲ ನಗರದ ಪ್ರಮುಖ ರಸ್ತೆಗಳಲ್ಲಿ ಪ್ರತಿದಿನ ಸಾವಿರಾರು ಸಂಖ್ಯೆಯಲ್ಲಿ ಜನರು ಸಂಚರಿಸುತ್ತಿರುತ್ತಾರೆ ಸಾರ್ವಜನಿಕ ಸೌಲಭ್ಯಗಳ ಜೊತೆಗೆ ಸಾರ್ವಜನಿಕ ಶೌಚಾಲಯಗಳ ಕೊರತೆ ಎದ್ದು ಕಾಣುತ್ತಿದೆ. ಬಸ್ ನಿಲ್ದಾಣದ ಹತ್ತಿರ ಸುಲಭ್ ಶೌಚಾಲಯ ಎಂದು ಹಿಂದೆ ಇದ್ದ ಸಮಯದಲ್ಲಿ ಸಾರ್ವಜನಿಕ ಶೌಚಾಲಯವು ನಿರ್ಮಲ ನಿರ್ವಹಣೆ ಫೌಂಡೇಶನ್ — [24, 164, 204, 318]
encroach-col-2: ಒತ್ತುವರಿ ತೆರವುಗೊಳಿಸಲಾದ ವಿಸ್ತೀರ್ಣ 0.20 ಗುಂಟೆಗಳಾಗಿದ್ದು ಅಂದಾಜು ಮೌಲ್ಯ ರೂ 1.23 ಕೋಟಿಗಳಾಗಿರುತ್ತದೆ. ತಾವರೆಕೆರೆ ಹೋಬಳಿಯ ಚಿಕ್ಕಪಾಳ್ಯ ಗ್ರಾಮದ ಸ.ನಂ 58ರ ಸರ್ಕಾರಿ ಕೆರೆ ಒಟ್ಟು ಒತ್ತುವರಿ ತೆರವುಗೊಳಿಸಲಾದ ವಿಸ್ತೀರ್ಣ 0.05 ಗುಂಟೆಗಳಾಗಿದ್ದು ಅಂದಾಜು ಮೌಲ್ಯ ರೂ 0.69 ಕೋಟಿಗಳಾಗಿರುತ್ತದೆ. ಕೆಂಗೇರಿ ಹೋಬಳಿಯ ವಡ್ಡರಪಾಳ್ಯ ಗ್ರಾಮದ ಸ.ನಂ 53ರ ಸರ್ಕಾರಿ ಕೆರೆ ಒಟ್ಟು ಒತ್ತುವರಿ ತೆರವುಗೊಳಿಸಲಾದ ವಿಸ್ತೀರ್ಣ 0.30 ಗುಂಟೆಗಳಾಗಿದ್ದು ಅಂದಾಜು ಮೌಲ್ಯ ರೂ 0.50 ಕೋಟಿಗಳಾಗಿರುತ್ತದೆ. ಯಲಹಂಕ ತಾಲ್ಲೂಕಿನ ಯಲಹಂಕ-3 ಹೋಬಳಿಯ ದೊಡ್ಡಬೆಟ್ಟಹಳ್ಳಿ ಗ್ರಾಮದ ಸ.ನಂ 5 ಸರ್ಕಾರಿ ಖರಾಬು ಒಟ್ಟು ಒತ್ತುವರಿ ತೆರವುಗೊಳಿಸಲಾದ ವಿಸ್ತೀರ್ಣ 0.04 ಗುಂಟೆಗಳಾಗಿದ್ದು ಅಂದಾಜು ಮೌಲ್ಯ ರೂ 0.80 ಕೋಟಿಗಳಾಗಿರುತ್ತದೆ. ಹೆಸರಘಟ್ಟ-1 ಹೋಬಳಿಯ ಮತ್ತಕೂರು ಗ್ರಾಮದ ಸ.ನಂ 76 ಸ್ಮಶಾನ ಒಟ್ಟು ಒತ್ತುವರಿ ತೆರವುಗೊಳಿಸಲಾದ ವಿಸ್ತೀರ್ಣ 0.15 ಗುಂಟೆಗಳಾಗಿದ್ದು ಅಂದಾಜು ಮೌಲ್ಯ ರೂ 0.75 ಕೋಟಿಗಳಾಗಿರುತ್ತದೆ. ಬೆಂಗಳೂರು ಉತ್ತರ ತಾಲ್ಲೂಕಿನ ದಾಸನಪುರ ಹೋಬಳಿಯ ಹುಸ್ಕೂರು ಗ್ರಾಮದ ಸ.ನಂ51 ಸರ್ಕಾರಿ ಕಟ್ಟೆ ಒಟ್ಟು ಒತ್ತುವರಿ ತೆರವುಗೊಳಿಸಲಾದ ವಿಸ್ತೀರ್ಣ 0.15 ಗುಂಟೆಗಳಾಗಿದ್ದು ಅಂದಾಜು ಮೌಲ್ಯ ರೂ 0.75ಕೋಟಿಗಳಾಗಿರುತ್ತದೆ. ದಾಸನಪುರ ಹೋಬಳಿಯ ಬೆಟ್ಟಹಳ್ಳಿ ಗ್ರಾಮದ ಸ.ನಂ38 ಸರ್ಕಾರಿ ಗೋಮಾಳ ಒಟ್ಟು ಒತ್ತುವರಿ ತೆರವುಗೊಳಿಸಲಾದ ವಿಸ್ತೀರ್ಣ 3 ಎಕರೆಗಳಾಗಿದ್ದು ಅಂದಾಜು ಮೌಲ್ಯ ರೂ 3.00 ಕೋಟಿಗಳಾಗಿರುತ್ತದೆ. ಯಶವಂತಪುರ ಹೋಬಳಿಯ ಚಿಕ್ಕಬಾಣಾವರ ಗ್ರಾಮದ ಸ.ನಂ 57 ಸರ್ಕಾರಿ ಕೆರೆ ಒಟ್ಟು ಒತ್ತುವರಿ ತೆರವುಗೊಳಿಸಲಾದ ವಿಸ್ತೀರ್ಣ 5 ಎಕರೆ 20 ಗುಂಟೆಗಳಾಗಿದ್ದು ಅಂದಾಜು ಮೌಲ್ಯ ರೂ 16.05 ಕೋಟಿಗಳಾಗಿರುತ್ತದೆ. — [196, 886, 364, 1132]
person-figure — [626, 621, 656, 731]
protester-figure — [798, 199, 816, 259]
masthead-urls — [194, 44, 333, 80]
registration-mark-icon: + — [10, 4, 22, 20]
person-figure — [672, 611, 704, 731]
panaka-photo — [602, 565, 920, 741]
veeranjaneya-photo — [720, 1090, 920, 1224]
veeranjaneya-headline-2: ದೇವಾಲಯದಲ್ಲಿ ವಿಶೇಷ ಪೂಜೆ — [754, 1062, 886, 1078]
